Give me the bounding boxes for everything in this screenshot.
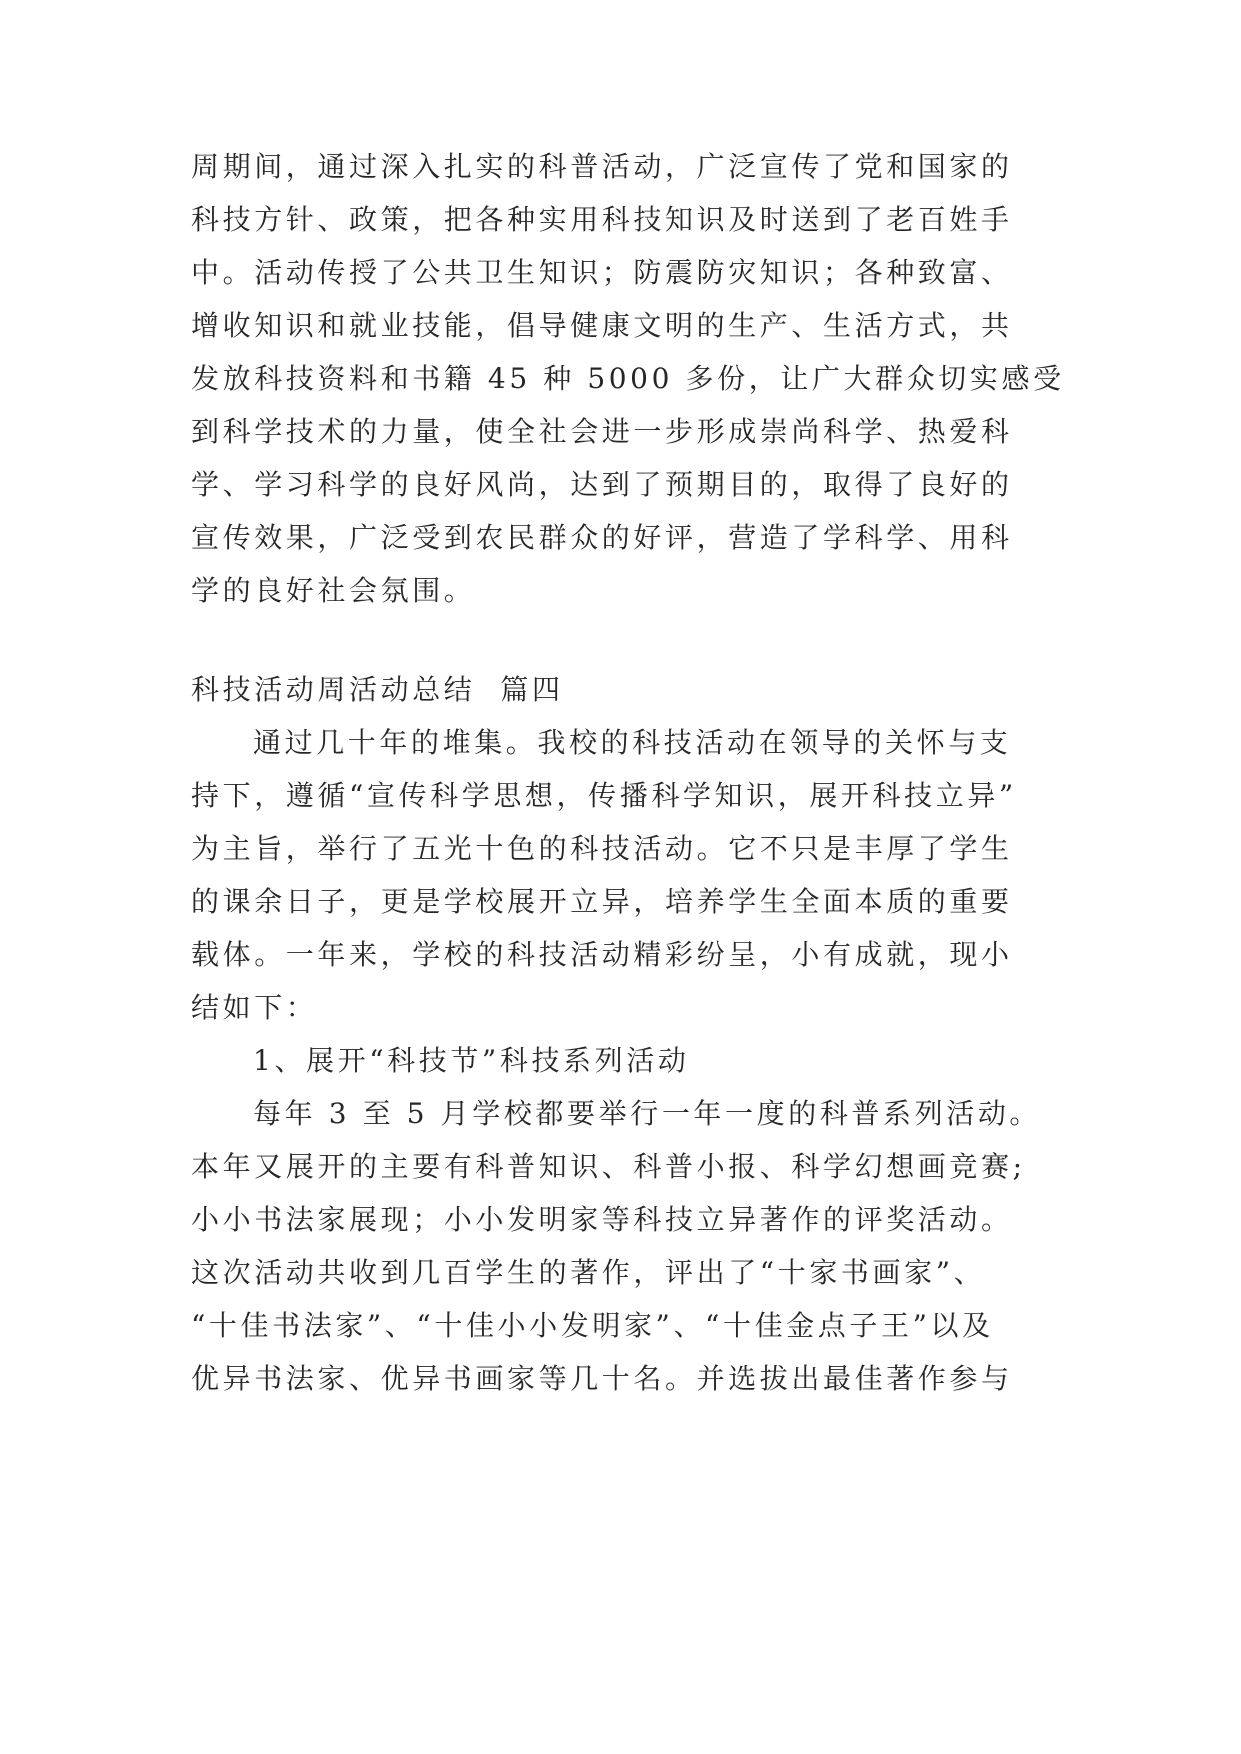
paragraph-line: 持下，遵循“宣传科学思想，传播科学知识，展开科技立异” — [191, 779, 1017, 812]
item-heading: 1、展开“科技节”科技系列活动 — [253, 1044, 690, 1077]
paragraph-line: 周期间，通过深入扎实的科普活动，广泛宣传了党和国家的 — [191, 150, 1013, 183]
paragraph-line: 到科学技术的力量，使全社会进一步形成崇尚科学、热爱科 — [191, 415, 1013, 448]
paragraph-line: 载体。一年来，学校的科技活动精彩纷呈，小有成就，现小 — [191, 938, 1013, 971]
paragraph-line: 通过几十年的堆集。我校的科技活动在领导的关怀与支 — [253, 726, 1012, 759]
paragraph-line: 为主旨，举行了五光十色的科技活动。它不只是丰厚了学生 — [191, 832, 1013, 865]
paragraph-line: 宣传效果，广泛受到农民群众的好评，营造了学科学、用科 — [191, 521, 1013, 554]
paragraph-line: 学、学习科学的良好风尚，达到了预期目的，取得了良好的 — [191, 468, 1013, 501]
paragraph-line: 发放科技资料和书籍 45 种 5000 多份，让广大群众切实感受 — [191, 362, 1065, 395]
paragraph-line: 小小书法家展现；小小发明家等科技立异著作的评奖活动。 — [191, 1203, 1013, 1236]
section-title: 科技活动周活动总结 篇四 — [191, 673, 564, 706]
paragraph-line: 每年 3 至 5 月学校都要举行一年一度的科普系列活动。 — [253, 1097, 1042, 1130]
paragraph-line: 学的良好社会氛围。 — [191, 574, 476, 607]
paragraph-line: 这次活动共收到几百学生的著作，评出了“十家书画家”、 — [191, 1256, 986, 1289]
paragraph-line: 的课余日子，更是学校展开立异，培养学生全面本质的重要 — [191, 885, 1013, 918]
paragraph-line: 结如下： — [191, 991, 318, 1024]
paragraph-line: 中。活动传授了公共卫生知识；防震防灾知识；各种致富、 — [191, 256, 1013, 289]
paragraph-line: 优异书法家、优异书画家等几十名。并选拔出最佳著作参与 — [191, 1362, 1013, 1395]
paragraph-line: 增收知识和就业技能，倡导健康文明的生产、生活方式，共 — [191, 309, 1013, 342]
paragraph-line: 科技方针、政策，把各种实用科技知识及时送到了老百姓手 — [191, 203, 1013, 236]
paragraph-line: 本年又展开的主要有科普知识、科普小报、科学幻想画竞赛; — [191, 1150, 1026, 1183]
paragraph-line: “十佳书法家”、“十佳小小发明家”、“十佳金点子王”以及 — [191, 1309, 994, 1342]
